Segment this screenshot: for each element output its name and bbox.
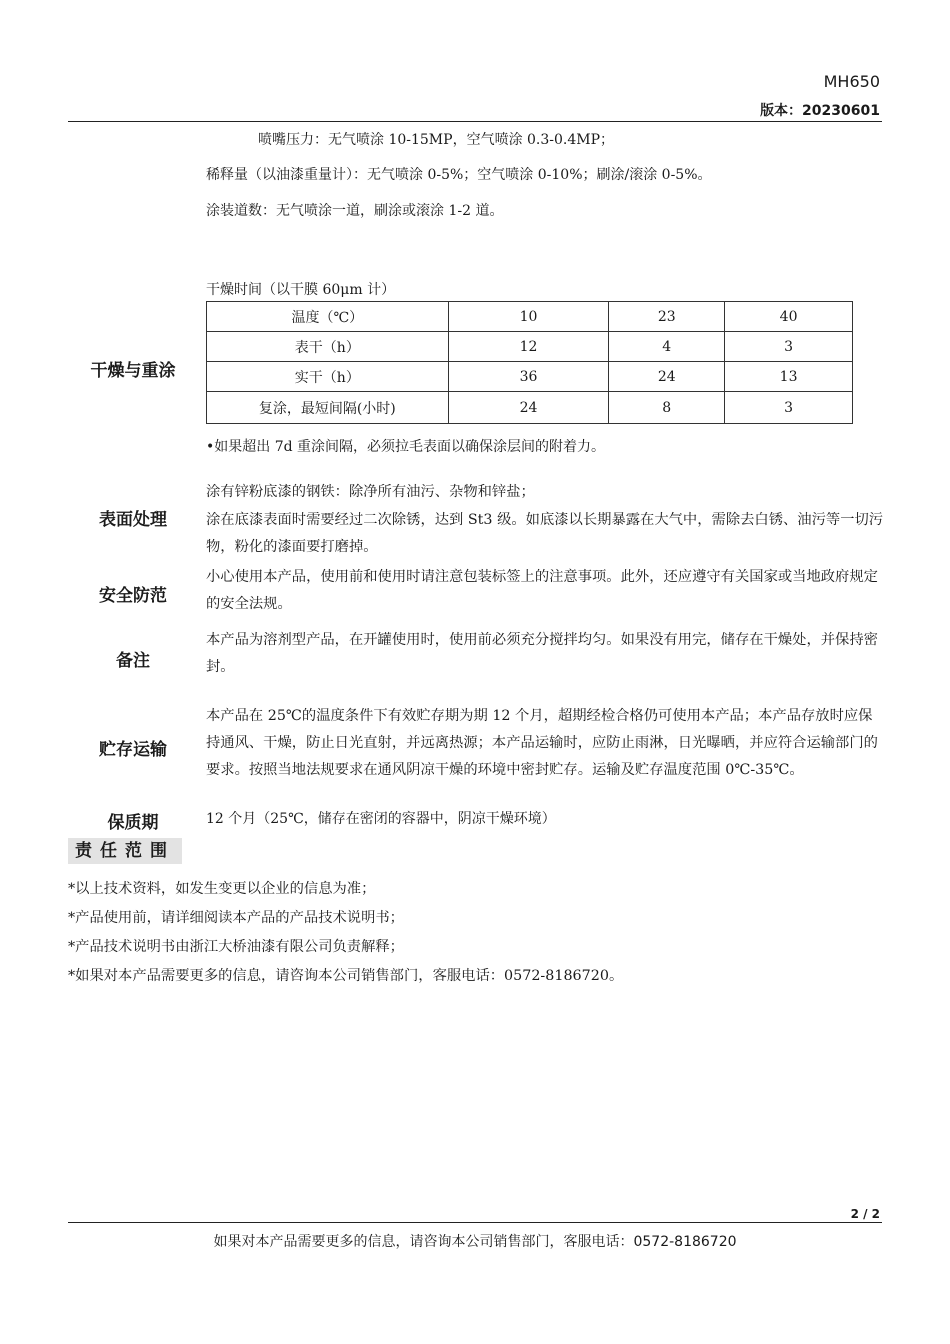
table-cell: 8: [609, 392, 725, 424]
table-cell: 表干（h）: [207, 332, 449, 362]
table-row: [207, 302, 853, 332]
table-cell: 实干（h）: [207, 362, 449, 392]
table-cell: 36: [448, 362, 609, 392]
section-label-drying: 干燥与重涂: [90, 361, 176, 381]
section-label-responsibility: 责任范围: [68, 838, 182, 864]
dilution-text: 稀释量（以油漆重量计）：无气喷涂 0-5%；空气喷涂 0-10%；刷涂/滚涂 0-5%。: [206, 167, 712, 183]
shelf-life-text: 12 个月（25℃，储存在密闭的容器中，阴凉干燥环境）: [206, 811, 556, 827]
product-code: MH650: [823, 72, 880, 91]
storage-text: 本产品在 25℃的温度条件下有效贮存期为期 12 个月，超期经检合格仍可使用本产品；本产品存放时应保持通风、干燥，防止日光直射，并远离热源；本产品运输时，应防止雨淋，日光曝晒，并应符合运输部门的要求。按照当地法规要求在通风阴凉干燥的环境中密封贮存。运输及贮存温度范围 0℃-35℃。: [206, 708, 878, 778]
footer-divider: [68, 1222, 882, 1223]
table-cell: 3: [725, 392, 853, 424]
drying-time-table: [206, 301, 853, 424]
table-cell: 4: [609, 332, 725, 362]
surface-line-1: 涂有锌粉底漆的钢铁：除净所有油污、杂物和锌盐；: [206, 484, 535, 500]
section-label-storage: 贮存运输: [99, 740, 167, 760]
drying-table-caption: 干燥时间（以干膜 60μm 计）: [206, 282, 396, 298]
version-label: 版本：20230601: [760, 103, 880, 119]
table-row: [207, 392, 853, 424]
table-cell: 12: [448, 332, 609, 362]
table-cell: 40: [725, 302, 853, 332]
table-cell: 10: [448, 302, 609, 332]
table-cell: 24: [609, 362, 725, 392]
section-label-safety: 安全防范: [99, 586, 167, 606]
section-label-remarks: 备注: [116, 651, 150, 671]
table-row: [207, 362, 853, 392]
surface-line-2: 涂在底漆表面时需要经过二次除锈，达到 St3 级。如底漆以长期暴露在大气中，需除去白锈、油污等一切污物，粉化的漆面要打磨掉。: [206, 512, 884, 555]
responsibility-item: *以上技术资料，如发生变更以企业的信息为准；: [68, 881, 376, 897]
remarks-text: 本产品为溶剂型产品，在开罐使用时，使用前必须充分搅拌均匀。如果没有用完，储存在干燥处，并保持密封。: [206, 632, 878, 675]
section-label-surface: 表面处理: [99, 510, 167, 530]
table-cell: 温度（℃）: [207, 302, 449, 332]
responsibility-item: *产品使用前，请详细阅读本产品的产品技术说明书；: [68, 910, 404, 926]
header-divider: [68, 121, 882, 122]
table-cell: 24: [448, 392, 609, 424]
table-row: [207, 332, 853, 362]
recoat-note: •如果超出 7d 重涂间隔，必须拉毛表面以确保涂层间的附着力。: [206, 439, 606, 455]
nozzle-pressure-text: 喷嘴压力：无气喷涂 10-15MP，空气喷涂 0.3-0.4MP；: [258, 132, 615, 148]
responsibility-item: *如果对本产品需要更多的信息，请咨询本公司销售部门，客服电话：0572-8186720。: [68, 968, 624, 984]
footer-contact: 如果对本产品需要更多的信息，请咨询本公司销售部门，客服电话：0572-8186720: [213, 1234, 737, 1250]
table-cell: 13: [725, 362, 853, 392]
table-cell: 3: [725, 332, 853, 362]
responsibility-item: *产品技术说明书由浙江大桥油漆有限公司负责解释；: [68, 939, 404, 955]
safety-text: 小心使用本产品，使用前和使用时请注意包装标签上的注意事项。此外，还应遵守有关国家或当地政府规定的安全法规。: [206, 569, 878, 612]
section-label-shelf-life: 保质期: [107, 813, 159, 833]
table-cell: 复涂，最短间隔(小时): [207, 392, 449, 424]
table-cell: 23: [609, 302, 725, 332]
page-number: 2 / 2: [850, 1207, 880, 1221]
coats-text: 涂装道数：无气喷涂一道，刷涂或滚涂 1-2 道。: [206, 203, 504, 219]
